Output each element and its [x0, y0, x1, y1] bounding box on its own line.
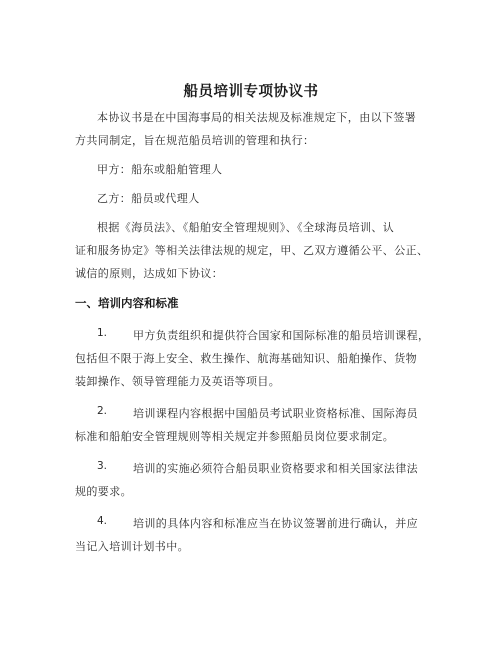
- item-1-line-1: 甲方负责组织和提供符合国家和国际标准的船员培训课程，: [133, 329, 430, 342]
- item-2-line-2: 标准和船舶安全管理规则等相关规定并参照船员岗位要求制定。: [75, 430, 395, 443]
- basis-line-2: 证和服务协定》等相关法律法规的规定，甲、乙双方遵循公平、公正、: [75, 244, 429, 257]
- intro-line-1: 本协议书是在中国海事局的相关法规及标准规定下，由以下签署: [97, 111, 417, 124]
- item-1-line-3: 装卸操作、领导管理能力及英语等项目。: [75, 375, 281, 388]
- item-number: 3.: [97, 460, 108, 472]
- item-1-line-2: 包括但不限于海上安全、救生操作、航海基础知识、船舶操作、货物: [75, 352, 417, 365]
- section-heading: 一、培训内容和标准: [75, 296, 179, 310]
- basis-line-3: 诚信的原则，达成如下协议：: [75, 267, 224, 280]
- item-number: 4.: [97, 515, 108, 527]
- item-number: 1.: [97, 327, 108, 339]
- item-2-line-1: 培训课程内容根据中国船员考试职业资格标准、国际海员: [133, 407, 418, 420]
- item-number: 2.: [97, 405, 108, 417]
- item-4-line-2: 当记入培训计划书中。: [75, 540, 189, 553]
- basis-line-1: 根据《海员法》、《船舶安全管理规则》、《全球海员培训、认: [97, 221, 395, 234]
- item-3-line-1: 培训的实施必须符合船员职业资格要求和相关国家法律法: [133, 462, 418, 475]
- item-3-line-2: 规的要求。: [75, 485, 132, 498]
- document-title: 船员培训专项协议书: [183, 84, 319, 100]
- party-a: 甲方：船东或船舶管理人: [97, 163, 223, 176]
- item-4-line-1: 培训的具体内容和标准应当在协议签署前进行确认，并应: [133, 517, 418, 530]
- intro-line-2: 方共同制定，旨在规范船员培训的管理和执行：: [75, 134, 315, 147]
- party-b: 乙方：船员或代理人: [97, 192, 200, 205]
